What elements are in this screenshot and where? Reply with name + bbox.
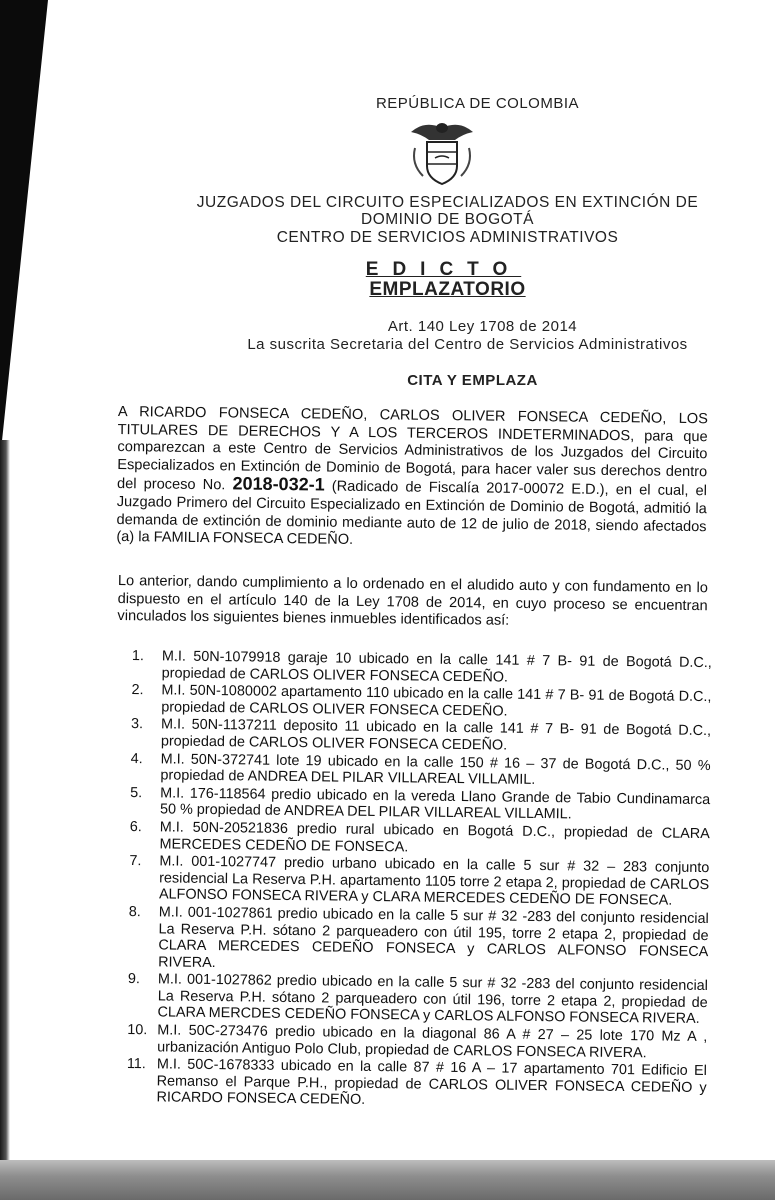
list-item bbox=[132, 648, 712, 688]
list-item-number: 6. bbox=[129, 818, 142, 836]
list-item-number: 1. bbox=[131, 648, 145, 665]
suscrita-line: La suscrita Secretaria del Centro de Servicios Administrativos bbox=[247, 336, 688, 353]
list-item bbox=[129, 853, 710, 910]
list-item-number: 3. bbox=[130, 716, 144, 733]
juzgados-heading: JUZGADOS DEL CIRCUITO ESPECIALIZADOS EN EXTINCIÓN DE bbox=[196, 194, 699, 211]
list-item-text: M.I. 001-1027861 predio ubicado en la calle 5 sur # 32 -283 del conjunto residencial La Reserva P.H. sótano 2 parqueadero con útil 195, torre 2 etapa 2, propiedad de CLARA MERCEDES CEDEÑO FONSECA y CARLOS ALFONSO FONSECA RIVERA. bbox=[158, 904, 709, 971]
scan-edge-left bbox=[0, 440, 10, 1200]
republica-heading: REPÚBLICA DE COLOMBIA bbox=[375, 95, 580, 112]
list-item bbox=[131, 716, 711, 756]
list-item bbox=[130, 751, 710, 791]
list-item-text: M.I. 50N-20521836 predio rural ubicado en Bogotá D.C., propiedad de CLARA MERCEDES CEDEÑO DE FONSECA. bbox=[159, 819, 710, 855]
list-item bbox=[127, 971, 708, 1028]
list-item bbox=[126, 1056, 707, 1113]
list-item bbox=[127, 1022, 707, 1062]
edicto-title: EDICTO bbox=[365, 259, 522, 280]
proceso-number: 2018-032-1 bbox=[232, 473, 325, 495]
list-item-number: 10. bbox=[127, 1022, 148, 1039]
list-item-text: M.I. 001-1027862 predio ubicado en la calle 5 sur # 32 -283 del conjunto residencial La Reserva P.H. sótano 2 parqueadero con útil 196, torre 2 etapa 2, propiedad de CLARA MERCDES CEDEÑO FONSECA y CARLOS ALFONSO FONSECA RIVERA. bbox=[157, 971, 709, 1028]
list-item-number: 8. bbox=[128, 903, 141, 921]
list-item-number: 2. bbox=[131, 682, 144, 699]
scan-shadow-left bbox=[0, 0, 48, 460]
list-item bbox=[130, 785, 710, 825]
list-item-number: 4. bbox=[130, 750, 143, 767]
list-item-number: 7. bbox=[129, 853, 142, 870]
list-item-number: 5. bbox=[130, 784, 143, 801]
articulo-line: Art. 140 Ley 1708 de 2014 bbox=[387, 318, 578, 335]
list-item-text: M.I. 001-1027747 predio urbano ubicado en la calle 5 sur # 32 – 283 conjunto residencial La Reserva P.H. apartamento 1105 torre 2 etapa 2, propiedad de CARLOS ALFONSO FONSECA RIVERA y CLARA MERCEDES CEDEÑO DE FONSECA. bbox=[158, 853, 710, 909]
emplazatorio-title: EMPLAZATORIO bbox=[369, 279, 526, 300]
list-item-text: M.I. 50N-1079918 garaje 10 ubicado en la calle 141 # 7 B- 91 de Bogotá D.C., propiedad de CARLOS OLIVER FONSECA CEDEÑO. bbox=[161, 648, 712, 686]
bienes-list bbox=[126, 648, 712, 1114]
list-item-text: M.I. 50N-372741 lote 19 ubicado en la calle 150 # 16 – 37 de Bogotá D.C., 50 % propiedad de ANDREA DEL PILAR VILLAREAL VILLAMIL. bbox=[160, 750, 711, 789]
list-item-text: M.I. 50C-1678333 ubicado en la calle 87 # 16 A – 17 apartamento 701 Edificio El Remanso el Parque P.H., propiedad de CARLOS OLIVER FONSECA CEDEÑO y RICARDO FONSECA CEDEÑO. bbox=[156, 1056, 707, 1109]
juzgados-heading-line2: DOMINIO DE BOGOTÁ bbox=[361, 211, 534, 228]
list-item bbox=[128, 904, 709, 977]
cita-heading: CITA Y EMPLAZA bbox=[407, 372, 538, 389]
list-item-text: M.I. 50C-273476 predio ubicado en la diagonal 86 A # 27 – 25 lote 170 Mz A , urbanización Antiguo Polo Club, propiedad de CARLOS FONSECA RIVERA. bbox=[157, 1022, 708, 1061]
paragraph-fundamento: Lo anterior, dando cumplimiento a lo ordenado en el aludido auto y con fundamento en lo dispuesto en el artículo 140 de la Ley 1708 de 2014, en cuyo proceso se encuentran vinculados los siguientes bienes inmuebles identificados así: bbox=[117, 573, 708, 629]
list-item-number: 11. bbox=[126, 1056, 146, 1073]
paragraph-citacion-end: (Radicado de Fiscalía 2017-00072 E.D.), en el cual, el Juzgado Primero del Circuito Especializado en Extinción de Dominio de Bogotá, admitió la demanda de extinción de dominio mediante auto de 12 de julio de 2018, siendo afectados (a) la FAMILIA FONSECA CEDEÑO. bbox=[116, 478, 708, 549]
list-item-text: M.I. 176-118564 predio ubicado en la vereda Llano Grande de Tabio Cundinamarca 50 % propiedad de ANDREA DEL PILAR VILLAREAL VILLAMIL. bbox=[159, 785, 711, 823]
list-item bbox=[131, 682, 711, 722]
colombia-coat-of-arms-icon bbox=[405, 118, 479, 188]
paragraph-citacion-start: A RICARDO FONSECA CEDEÑO, CARLOS OLIVER FONSECA CEDEÑO, LOS TITULARES DE DERECHOS Y A LOS TERCEROS INDETERMINADOS, para que comparezcan a este Centro de Servicios Administrativos de los Juzgados del Circuito Especializados en Extinción de Dominio de Bogotá, para hacer valer sus derechos dentro del proceso No. bbox=[116, 404, 708, 494]
paragraph-citacion bbox=[116, 404, 708, 554]
scan-edge-bottom bbox=[0, 1160, 775, 1200]
centro-heading: CENTRO DE SERVICIOS ADMINISTRATIVOS bbox=[276, 229, 619, 246]
list-item bbox=[130, 819, 710, 859]
list-item-number: 9. bbox=[127, 971, 141, 988]
list-item-text: M.I. 50N-1080002 apartamento 110 ubicado en la calle 141 # 7 B- 91 de Bogotá D.C., propiedad de CARLOS OLIVER FONSECA CEDEÑO. bbox=[161, 682, 712, 720]
list-item-text: M.I. 50N-1137211 deposito 11 ubicado en la calle 141 # 7 B- 91 de Bogotá D.C., propiedad de CARLOS OLIVER FONSECA CEDEÑO. bbox=[160, 716, 712, 754]
